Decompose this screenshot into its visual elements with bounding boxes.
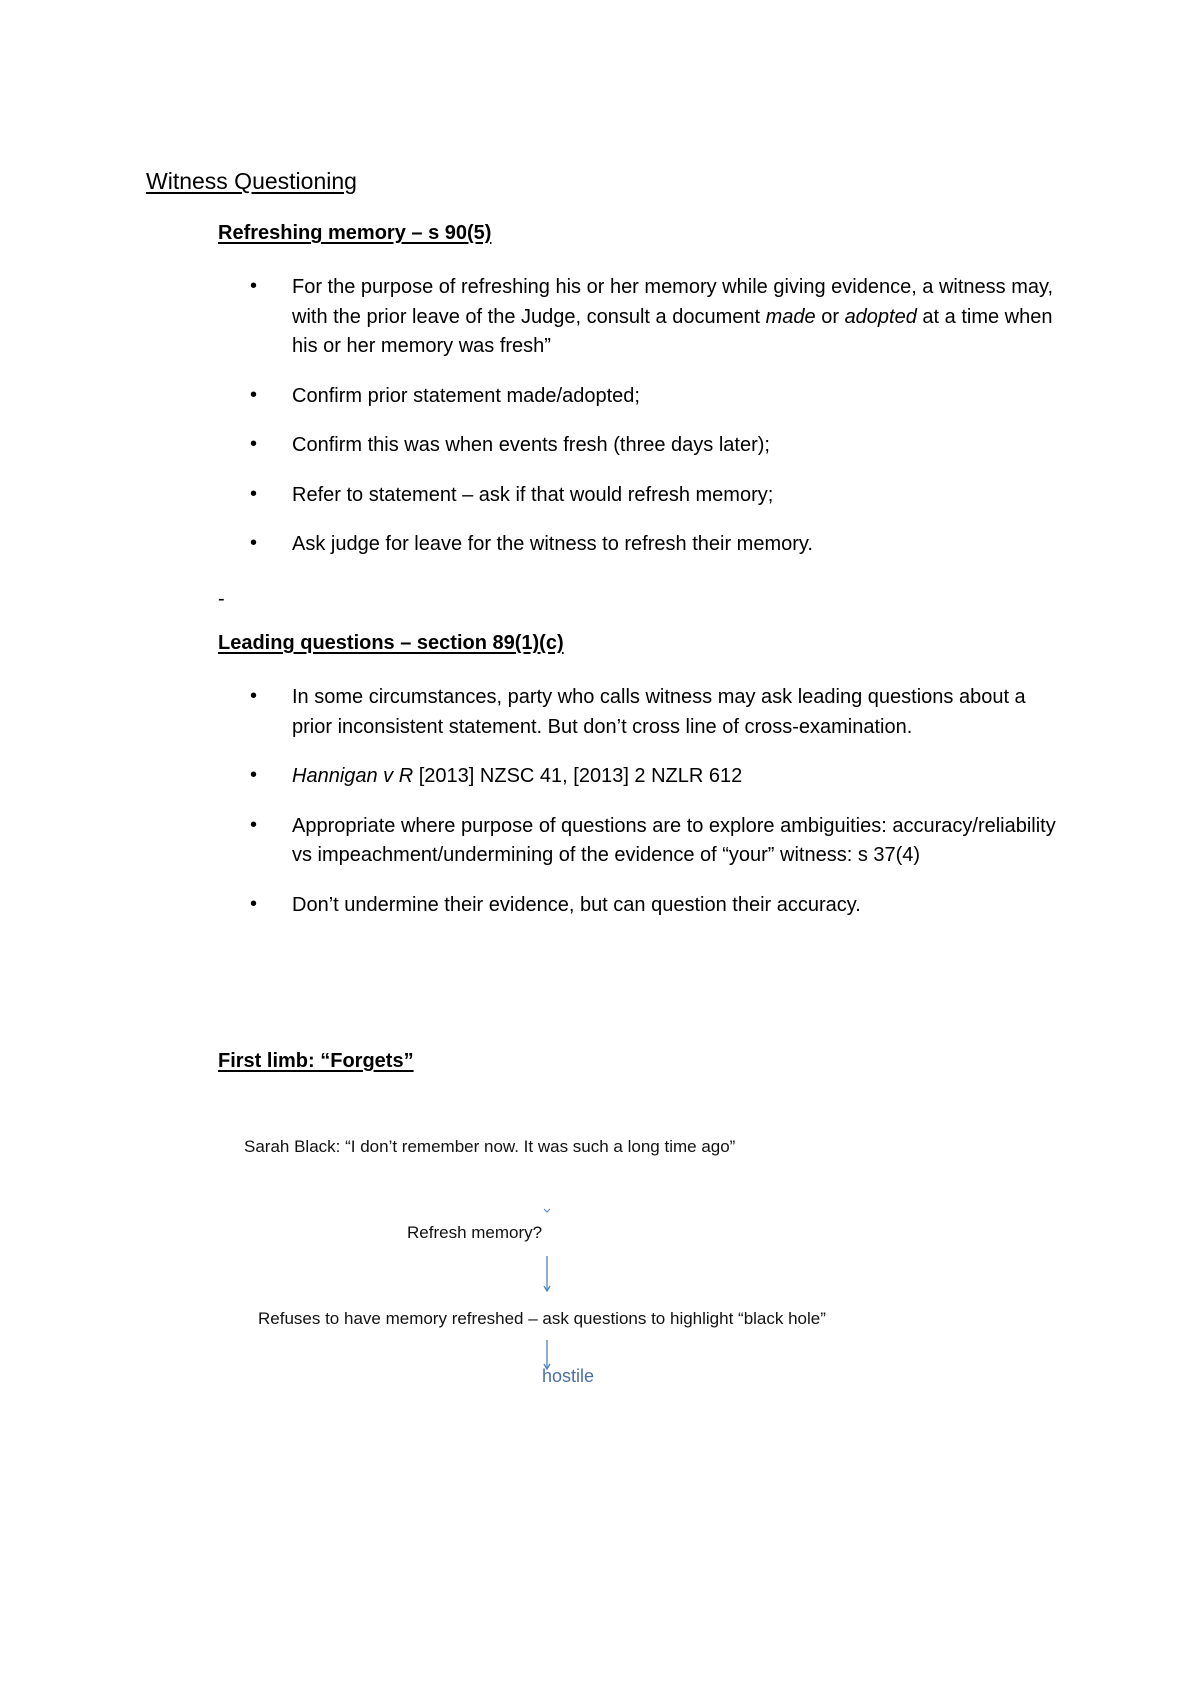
- section-heading-first-limb: First limb: “Forgets”: [218, 1050, 414, 1072]
- bullet-icon: •: [250, 813, 258, 836]
- bullet-icon: •: [250, 433, 258, 455]
- list-item: [250, 891, 1070, 921]
- down-arrow-icon: [540, 1254, 554, 1294]
- bullet-icon: •: [250, 383, 258, 406]
- list-item: [250, 683, 1070, 742]
- list-item: [250, 273, 1070, 362]
- list-item: [250, 812, 1070, 871]
- bullet-text: Confirm prior statement made/adopted;: [292, 384, 640, 407]
- flow-step-refresh-memory: Refresh memory?: [407, 1223, 543, 1242]
- bullet-italic-text: made: [765, 305, 816, 328]
- bullet-icon: •: [250, 892, 258, 915]
- bullet-text: Ask judge for leave for the witness to refresh their memory.: [292, 533, 813, 555]
- bullet-icon: •: [250, 275, 258, 297]
- leading-questions-list: [250, 683, 1070, 940]
- section-heading-refreshing-memory: Refreshing memory – s 90(5): [218, 222, 492, 244]
- flow-outcome-hostile: hostile: [542, 1366, 595, 1386]
- list-item: [250, 762, 1070, 792]
- list-item: [250, 382, 1070, 412]
- bullet-icon: •: [250, 764, 258, 786]
- bullet-text: In some circumstances, party who calls witness may ask leading questions about a prior inconsistent statement. But don’t cross line of cross-examination.: [292, 686, 1026, 738]
- bullet-icon: •: [250, 482, 258, 505]
- case-citation: [2013] NZSC 41, [2013] 2 NZLR 612: [413, 765, 743, 787]
- section-heading-leading-questions: Leading questions – section 89(1)(c): [218, 632, 564, 654]
- list-item: [250, 481, 1070, 511]
- bullet-italic-text: adopted: [844, 305, 917, 328]
- flow-step-refuses: Refuses to have memory refreshed – ask questions to highlight “black hole”: [258, 1309, 826, 1328]
- bullet-text: Appropriate where purpose of questions are to explore ambiguities: accuracy/reliability vs impeachment/undermining of the evidence of “your” witness: s 37(4): [292, 814, 1056, 866]
- small-arrow-icon: [540, 1206, 554, 1216]
- bullet-text: Confirm this was when events fresh (three days later);: [292, 434, 770, 456]
- separator-dash: -: [218, 588, 225, 610]
- list-item: [250, 530, 1070, 560]
- bullet-icon: •: [250, 532, 258, 554]
- bullet-text: or: [815, 305, 845, 328]
- bullet-text: For the purpose of refreshing his or her memory while giving evidence, a witness may, with the prior leave of the Judge, consult a document: [292, 276, 1054, 328]
- bullet-text: Refer to statement – ask if that would refresh memory;: [292, 483, 774, 506]
- bullet-text: Don’t undermine their evidence, but can question their accuracy.: [292, 893, 861, 916]
- flow-quote: Sarah Black: “I don’t remember now. It was such a long time ago”: [244, 1137, 736, 1156]
- bullet-icon: •: [250, 685, 258, 707]
- case-name: Hannigan v R: [292, 765, 414, 787]
- list-item: [250, 431, 1070, 461]
- refreshing-memory-list: [250, 273, 1070, 580]
- document-title: Witness Questioning: [146, 168, 357, 194]
- bullet-text: at a time when his or her memory was fresh”: [292, 305, 1053, 357]
